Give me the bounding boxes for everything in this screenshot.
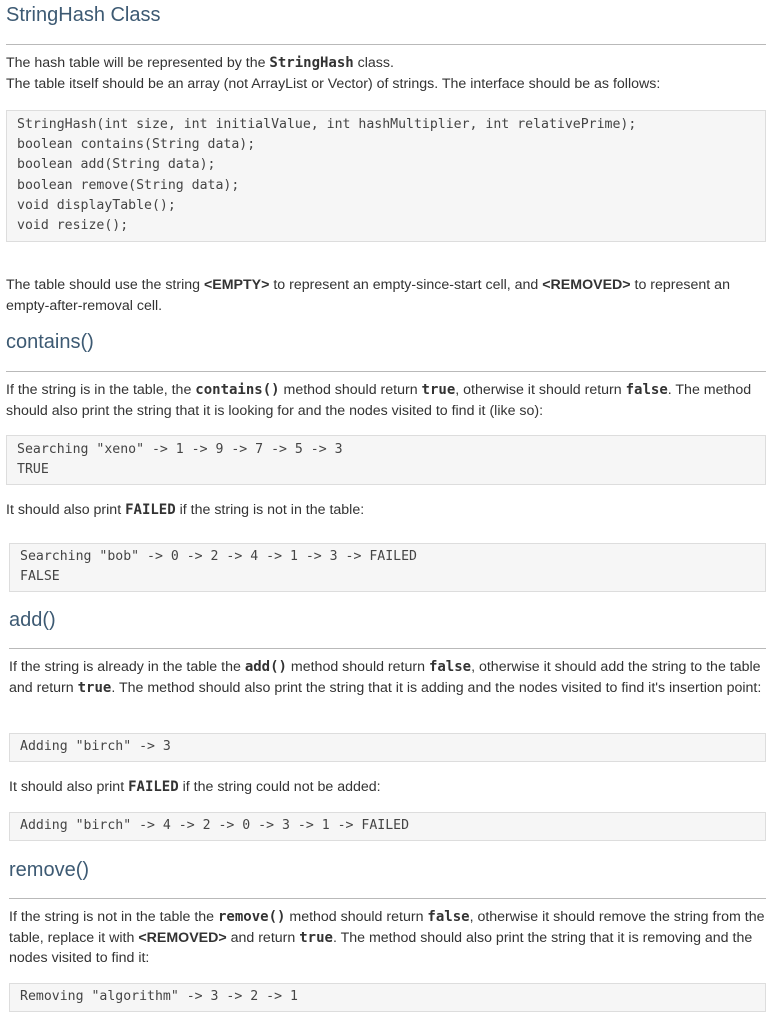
inline-code-true: true	[299, 929, 333, 946]
code-line: boolean contains(String data);	[17, 137, 256, 153]
code-line: boolean remove(String data);	[17, 177, 240, 193]
intro-section	[6, 53, 766, 94]
code-line: StringHash(int size, int initialValue, int hashMultiplier, int relativePrime);	[17, 117, 637, 132]
remove-heading: remove()	[9, 859, 90, 881]
inline-code-false: false	[625, 382, 668, 398]
contains-section	[6, 329, 766, 372]
add-divider	[9, 648, 766, 649]
code-line: Removing "algorithm" -> 3 -> 2 -> 1	[20, 989, 298, 1004]
add-paragraph-2: It should also print FAILED if the string could not be added:	[9, 779, 381, 795]
empty-tag: <EMPTY>	[203, 277, 270, 293]
contains-heading: contains()	[6, 331, 94, 353]
add-example-2	[9, 812, 766, 841]
inline-code-false: false	[428, 659, 472, 675]
add-heading: add()	[9, 609, 56, 631]
removed-tag: <REMOVED>	[542, 277, 631, 293]
inline-code-true: true	[421, 382, 456, 398]
inline-code-add: add()	[244, 659, 287, 675]
contains-paragraph-2: It should also print FAILED if the string is not in the table:	[6, 502, 365, 518]
page-title: StringHash Class	[6, 4, 161, 26]
interface-code-block	[6, 110, 766, 242]
add-example-1	[9, 733, 766, 762]
remove-example-1	[9, 983, 766, 1012]
code-line: boolean add(String data);	[17, 157, 216, 173]
empty-removed-paragraph: The table should use the string <EMPTY> to represent an empty-since-start cell, and <REMOVED> to represent an empty-after-removal cell.	[6, 277, 730, 314]
title-divider	[6, 44, 766, 45]
remove-divider	[9, 898, 766, 899]
inline-code-failed: FAILED	[128, 779, 179, 795]
code-line: void displayTable();	[17, 197, 176, 213]
contains-example-2	[9, 543, 766, 592]
inline-code-stringhash: StringHash	[269, 55, 354, 71]
add-section	[9, 607, 766, 649]
code-line: Adding "birch" -> 4 -> 2 -> 0 -> 3 -> 1 -> FAILED	[20, 818, 410, 833]
remove-section	[9, 857, 766, 899]
inline-code-contains: contains()	[195, 382, 280, 398]
code-line: TRUE	[17, 462, 49, 478]
remove-paragraph-1: If the string is not in the table the remove() method should return false, otherwise it should remove the string from the table, replace it with <REMOVED> and return true. The method should also print the string that it is removing and the nodes visited to find it:	[9, 909, 765, 966]
intro-line-2: The table itself should be an array (not ArrayList or Vector) of strings. The interface should be as follows:	[6, 75, 661, 92]
add-paragraph-1: If the string is already in the table the add() method should return false, otherwise it should add the string to the table and return true. The method should also print the string that it is adding and the nodes visited to find it's insertion point:	[9, 659, 762, 696]
inline-code-failed: FAILED	[125, 502, 176, 518]
contains-example-1	[6, 435, 766, 485]
code-line: void resize();	[17, 218, 129, 234]
intro-line-1: The hash table will be represented by the StringHash class.	[6, 55, 394, 71]
code-line: Adding "birch" -> 3	[20, 739, 171, 754]
inline-code-false: false	[427, 909, 470, 925]
code-line: Searching "bob" -> 0 -> 2 -> 4 -> 1 -> 3 -> FAILED	[20, 549, 417, 564]
inline-code-remove: remove()	[218, 909, 286, 925]
inline-code-true: true	[77, 679, 112, 696]
removed-tag: <REMOVED>	[138, 929, 227, 946]
code-line: Searching "xeno" -> 1 -> 9 -> 7 -> 5 -> 3	[17, 442, 343, 457]
contains-divider	[6, 371, 766, 372]
code-line: FALSE	[20, 569, 60, 585]
contains-paragraph-1: If the string is in the table, the contains() method should return true, otherwise it should return false. The method should also print the string that it is looking for and the nodes visited to find it (like so):	[6, 382, 752, 419]
